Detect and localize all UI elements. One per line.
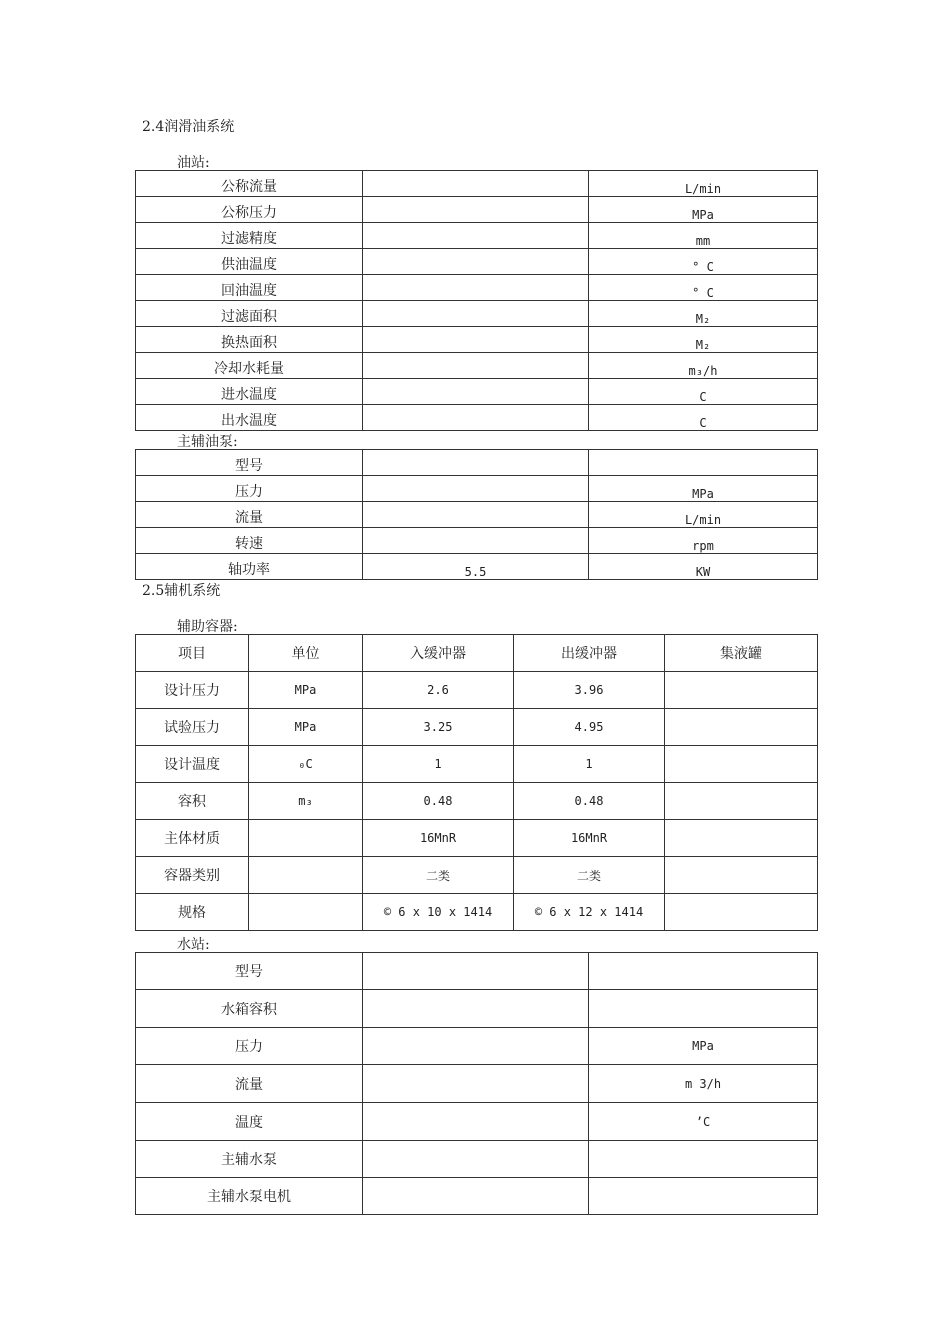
table-row: [136, 672, 818, 709]
row-label: 温度: [136, 1103, 363, 1141]
row-cell: MPa: [249, 672, 363, 709]
row-cell: MPa: [249, 709, 363, 746]
row-unit: MPa: [589, 197, 818, 223]
row-label: 压力: [136, 1028, 363, 1065]
row-unit: ’C: [589, 1103, 818, 1141]
row-cell: [665, 857, 818, 894]
row-label: 过滤面积: [136, 301, 363, 327]
row-label: 轴功率: [136, 554, 363, 580]
row-cell: ₀C: [249, 746, 363, 783]
row-cell: 0.48: [363, 783, 514, 820]
table-row: [136, 327, 818, 353]
row-unit: [589, 1178, 818, 1215]
row-unit: mm: [589, 223, 818, 249]
row-cell: m₃: [249, 783, 363, 820]
row-label: 型号: [136, 953, 363, 990]
row-value: [363, 1065, 589, 1103]
row-label: 出水温度: [136, 405, 363, 431]
row-unit: MPa: [589, 476, 818, 502]
row-label: 换热面积: [136, 327, 363, 353]
row-label: 流量: [136, 1065, 363, 1103]
row-unit: C: [589, 405, 818, 431]
row-unit: M₂: [589, 327, 818, 353]
row-cell: 4.95: [514, 709, 665, 746]
row-cell: 2.6: [363, 672, 514, 709]
section-title-lube-oil: 2.4润滑油系统: [142, 119, 235, 135]
row-unit: [589, 953, 818, 990]
row-cell: [249, 894, 363, 931]
table-row: [136, 249, 818, 275]
row-label: 容积: [136, 783, 249, 820]
row-value: [363, 1103, 589, 1141]
row-value: [363, 327, 589, 353]
section-title-aux-system: 2.5辅机系统: [142, 583, 221, 599]
row-value: [363, 249, 589, 275]
row-label: 公称压力: [136, 197, 363, 223]
table-row: [136, 746, 818, 783]
label-aux-vessel: 辅助容器:: [177, 619, 238, 635]
row-value: [363, 990, 589, 1028]
table-row: [136, 405, 818, 431]
table-row: [136, 502, 818, 528]
row-cell: [665, 672, 818, 709]
row-label: 冷却水耗量: [136, 353, 363, 379]
row-value: [363, 1178, 589, 1215]
row-value: [363, 476, 589, 502]
table-row: [136, 1141, 818, 1178]
row-value: [363, 379, 589, 405]
table-row: [136, 1065, 818, 1103]
oil-station-table: [135, 170, 818, 431]
table-row: [136, 953, 818, 990]
row-cell: [249, 820, 363, 857]
row-value: [363, 275, 589, 301]
row-cell: 16MnR: [363, 820, 514, 857]
row-unit: [589, 450, 818, 476]
row-label: 过滤精度: [136, 223, 363, 249]
row-label: 水箱容积: [136, 990, 363, 1028]
row-value: [363, 450, 589, 476]
row-value: [363, 502, 589, 528]
row-unit: MPa: [589, 1028, 818, 1065]
row-cell: [665, 894, 818, 931]
table-row: [136, 820, 818, 857]
row-value: [363, 197, 589, 223]
water-station-table: [135, 952, 818, 1215]
row-value: 5.5: [363, 554, 589, 580]
table-row: [136, 353, 818, 379]
table-row: [136, 301, 818, 327]
row-unit: [589, 1141, 818, 1178]
row-cell: [249, 857, 363, 894]
row-label: 进水温度: [136, 379, 363, 405]
row-cell: [665, 709, 818, 746]
table-row: [136, 379, 818, 405]
column-header: 项目: [136, 635, 249, 672]
table-row: [136, 554, 818, 580]
row-unit: ° C: [589, 275, 818, 301]
row-label: 转速: [136, 528, 363, 554]
row-value: [363, 1141, 589, 1178]
table-row: [136, 450, 818, 476]
label-oil-station: 油站:: [177, 155, 210, 171]
table-row: [136, 990, 818, 1028]
row-cell: 3.25: [363, 709, 514, 746]
row-unit: m₃/h: [589, 353, 818, 379]
row-unit: C: [589, 379, 818, 405]
row-unit: KW: [589, 554, 818, 580]
oil-pump-table: [135, 449, 818, 580]
row-cell: © 6 x 10 x 1414: [363, 894, 514, 931]
table-row: [136, 709, 818, 746]
table-row: [136, 171, 818, 197]
row-label: 流量: [136, 502, 363, 528]
row-cell: 16MnR: [514, 820, 665, 857]
row-cell: 1: [363, 746, 514, 783]
row-unit: M₂: [589, 301, 818, 327]
row-value: [363, 301, 589, 327]
row-label: 容器类别: [136, 857, 249, 894]
table-row: [136, 783, 818, 820]
row-value: [363, 1028, 589, 1065]
row-cell: 3.96: [514, 672, 665, 709]
row-label: 公称流量: [136, 171, 363, 197]
row-cell: [665, 783, 818, 820]
row-value: [363, 171, 589, 197]
column-header: 集液罐: [665, 635, 818, 672]
column-header: 单位: [249, 635, 363, 672]
table-row: [136, 223, 818, 249]
table-row: [136, 275, 818, 301]
row-value: [363, 953, 589, 990]
row-label: 供油温度: [136, 249, 363, 275]
row-label: 主辅水泵电机: [136, 1178, 363, 1215]
row-cell: © 6 x 12 x 1414: [514, 894, 665, 931]
row-label: 设计温度: [136, 746, 249, 783]
row-cell: [665, 820, 818, 857]
table-row: [136, 1178, 818, 1215]
row-cell: 1: [514, 746, 665, 783]
column-header: 入缓冲器: [363, 635, 514, 672]
label-main-aux-oil-pump: 主辅油泵:: [177, 434, 238, 450]
row-unit: ° C: [589, 249, 818, 275]
row-cell: 二类: [363, 857, 514, 894]
row-unit: L/min: [589, 502, 818, 528]
row-label: 主辅水泵: [136, 1141, 363, 1178]
table-row: [136, 857, 818, 894]
header-row: [136, 635, 818, 672]
table-row: [136, 476, 818, 502]
row-cell: 二类: [514, 857, 665, 894]
row-unit: rpm: [589, 528, 818, 554]
row-label: 压力: [136, 476, 363, 502]
row-cell: [665, 746, 818, 783]
row-label: 主体材质: [136, 820, 249, 857]
row-label: 回油温度: [136, 275, 363, 301]
row-value: [363, 528, 589, 554]
row-value: [363, 223, 589, 249]
column-header: 出缓冲器: [514, 635, 665, 672]
label-water-station: 水站:: [177, 937, 210, 953]
row-unit: [589, 990, 818, 1028]
row-unit: m 3/h: [589, 1065, 818, 1103]
row-cell: 0.48: [514, 783, 665, 820]
table-row: [136, 1028, 818, 1065]
row-label: 设计压力: [136, 672, 249, 709]
table-row: [136, 894, 818, 931]
row-label: 型号: [136, 450, 363, 476]
table-row: [136, 528, 818, 554]
row-value: [363, 405, 589, 431]
aux-vessel-table: [135, 634, 818, 931]
row-unit: L/min: [589, 171, 818, 197]
row-label: 规格: [136, 894, 249, 931]
table-row: [136, 197, 818, 223]
table-row: [136, 1103, 818, 1141]
row-label: 试验压力: [136, 709, 249, 746]
row-value: [363, 353, 589, 379]
